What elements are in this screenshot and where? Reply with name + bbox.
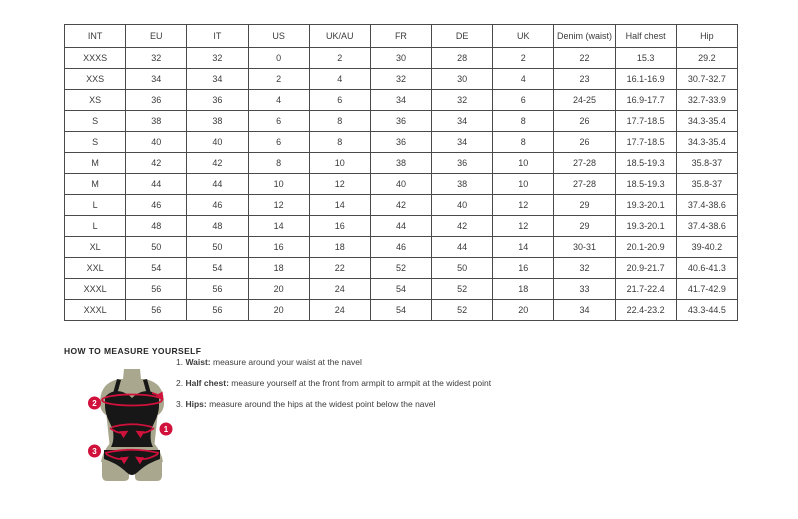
table-cell: 6 xyxy=(248,132,309,153)
table-cell: 37.4-38.6 xyxy=(676,216,737,237)
table-cell: 14 xyxy=(309,195,370,216)
table-cell: 14 xyxy=(248,216,309,237)
table-cell: 30-31 xyxy=(554,237,615,258)
size-table-head xyxy=(65,25,738,48)
table-cell: 34 xyxy=(370,90,431,111)
step-label: Hips: xyxy=(185,399,207,409)
table-cell: 8 xyxy=(493,111,554,132)
table-cell: 6 xyxy=(248,111,309,132)
table-cell: 38 xyxy=(187,111,248,132)
measure-section-title: HOW TO MEASURE YOURSELF xyxy=(64,346,202,356)
badge-hips-number: 3 xyxy=(92,447,97,456)
table-row xyxy=(65,279,738,300)
step-number: 3. xyxy=(176,399,186,409)
table-cell: 22 xyxy=(554,48,615,69)
size-table-header-row xyxy=(65,25,738,48)
table-cell: 56 xyxy=(187,279,248,300)
badge-chest-number: 2 xyxy=(92,399,97,408)
table-cell: 56 xyxy=(126,300,187,321)
table-cell: 18 xyxy=(493,279,554,300)
table-row xyxy=(65,216,738,237)
table-cell: 10 xyxy=(493,153,554,174)
table-cell: 34.3-35.4 xyxy=(676,111,737,132)
column-header: DE xyxy=(432,25,493,48)
table-cell: 50 xyxy=(432,258,493,279)
table-cell: 32 xyxy=(187,48,248,69)
table-cell: 54 xyxy=(370,279,431,300)
table-cell: L xyxy=(65,216,126,237)
table-row xyxy=(65,153,738,174)
table-row xyxy=(65,132,738,153)
table-cell: 36 xyxy=(126,90,187,111)
table-cell: 26 xyxy=(554,132,615,153)
table-cell: 42 xyxy=(126,153,187,174)
size-table-body xyxy=(65,48,738,321)
table-cell: 40 xyxy=(370,174,431,195)
table-cell: 20 xyxy=(493,300,554,321)
table-cell: 44 xyxy=(432,237,493,258)
table-cell: 32 xyxy=(554,258,615,279)
table-cell: 54 xyxy=(370,300,431,321)
table-cell: 4 xyxy=(493,69,554,90)
table-row xyxy=(65,48,738,69)
column-header: US xyxy=(248,25,309,48)
table-cell: 29 xyxy=(554,216,615,237)
measurement-figure xyxy=(86,369,178,482)
table-cell: 8 xyxy=(493,132,554,153)
table-row xyxy=(65,237,738,258)
step-number: 1. xyxy=(176,357,186,367)
table-cell: 35.8-37 xyxy=(676,174,737,195)
table-cell: 16.1-16.9 xyxy=(615,69,676,90)
table-cell: 8 xyxy=(309,132,370,153)
table-cell: 56 xyxy=(126,279,187,300)
table-cell: 42 xyxy=(432,216,493,237)
column-header: UK/AU xyxy=(309,25,370,48)
table-cell: 6 xyxy=(493,90,554,111)
step-label: Half chest: xyxy=(185,378,229,388)
table-cell: 6 xyxy=(309,90,370,111)
table-cell: 2 xyxy=(493,48,554,69)
table-cell: 36 xyxy=(432,153,493,174)
table-cell: 48 xyxy=(187,216,248,237)
table-cell: 12 xyxy=(248,195,309,216)
table-cell: XS xyxy=(65,90,126,111)
table-cell: XXL xyxy=(65,258,126,279)
table-cell: 40 xyxy=(187,132,248,153)
table-cell: 30.7-32.7 xyxy=(676,69,737,90)
table-cell: 46 xyxy=(370,237,431,258)
table-cell: 40 xyxy=(126,132,187,153)
table-cell: 30 xyxy=(432,69,493,90)
table-cell: 33 xyxy=(554,279,615,300)
measure-steps xyxy=(176,357,576,420)
table-cell: 34 xyxy=(432,132,493,153)
table-row xyxy=(65,195,738,216)
table-cell: 34 xyxy=(554,300,615,321)
table-cell: S xyxy=(65,132,126,153)
table-row xyxy=(65,90,738,111)
table-cell: 24 xyxy=(309,300,370,321)
table-row xyxy=(65,300,738,321)
table-cell: 48 xyxy=(126,216,187,237)
column-header: EU xyxy=(126,25,187,48)
table-cell: 38 xyxy=(126,111,187,132)
table-cell: 36 xyxy=(187,90,248,111)
column-header: Denim (waist) xyxy=(554,25,615,48)
table-row xyxy=(65,69,738,90)
table-cell: 19.3-20.1 xyxy=(615,216,676,237)
table-cell: 23 xyxy=(554,69,615,90)
table-cell: 24-25 xyxy=(554,90,615,111)
table-cell: 44 xyxy=(126,174,187,195)
table-cell: 10 xyxy=(248,174,309,195)
table-cell: 12 xyxy=(493,216,554,237)
table-cell: 16 xyxy=(493,258,554,279)
table-cell: XXXL xyxy=(65,300,126,321)
table-cell: 8 xyxy=(309,111,370,132)
table-cell: 40.6-41.3 xyxy=(676,258,737,279)
column-header: Half chest xyxy=(615,25,676,48)
table-cell: 32 xyxy=(432,90,493,111)
column-header: FR xyxy=(370,25,431,48)
table-cell: 46 xyxy=(187,195,248,216)
table-cell: 10 xyxy=(309,153,370,174)
table-cell: 16 xyxy=(248,237,309,258)
size-conversion-table xyxy=(64,24,738,321)
table-cell: 12 xyxy=(493,195,554,216)
table-cell: 15.3 xyxy=(615,48,676,69)
table-cell: 20.9-21.7 xyxy=(615,258,676,279)
table-cell: 35.8-37 xyxy=(676,153,737,174)
table-cell: XXXL xyxy=(65,279,126,300)
table-cell: 36 xyxy=(370,111,431,132)
table-cell: 34 xyxy=(187,69,248,90)
step-number: 2. xyxy=(176,378,186,388)
table-cell: 16 xyxy=(309,216,370,237)
table-cell: 52 xyxy=(432,279,493,300)
table-cell: 30 xyxy=(370,48,431,69)
column-header: UK xyxy=(493,25,554,48)
table-cell: M xyxy=(65,153,126,174)
table-cell: 50 xyxy=(126,237,187,258)
table-cell: 39-40.2 xyxy=(676,237,737,258)
measure-step xyxy=(176,399,576,410)
table-cell: S xyxy=(65,111,126,132)
table-cell: 50 xyxy=(187,237,248,258)
table-cell: 12 xyxy=(309,174,370,195)
table-cell: 8 xyxy=(248,153,309,174)
table-cell: 46 xyxy=(126,195,187,216)
table-cell: 18 xyxy=(309,237,370,258)
measure-step xyxy=(176,357,576,368)
table-cell: 10 xyxy=(493,174,554,195)
table-cell: 32.7-33.9 xyxy=(676,90,737,111)
table-cell: 20.1-20.9 xyxy=(615,237,676,258)
table-cell: 20 xyxy=(248,279,309,300)
table-cell: 34 xyxy=(126,69,187,90)
table-row xyxy=(65,258,738,279)
table-cell: 34.3-35.4 xyxy=(676,132,737,153)
table-cell: 42 xyxy=(370,195,431,216)
table-cell: 18.5-19.3 xyxy=(615,174,676,195)
table-cell: 4 xyxy=(309,69,370,90)
table-cell: 26 xyxy=(554,111,615,132)
table-cell: 27-28 xyxy=(554,153,615,174)
column-header: Hip xyxy=(676,25,737,48)
table-cell: 32 xyxy=(126,48,187,69)
badge-waist-number: 1 xyxy=(163,425,169,434)
column-header: IT xyxy=(187,25,248,48)
table-cell: 19.3-20.1 xyxy=(615,195,676,216)
table-cell: 38 xyxy=(432,174,493,195)
table-cell: 2 xyxy=(248,69,309,90)
measure-step xyxy=(176,378,576,389)
table-cell: 22.4-23.2 xyxy=(615,300,676,321)
table-cell: 21.7-22.4 xyxy=(615,279,676,300)
table-cell: 29.2 xyxy=(676,48,737,69)
table-cell: 38 xyxy=(370,153,431,174)
table-cell: 42 xyxy=(187,153,248,174)
table-cell: XL xyxy=(65,237,126,258)
table-cell: 54 xyxy=(126,258,187,279)
table-cell: 4 xyxy=(248,90,309,111)
table-cell: L xyxy=(65,195,126,216)
table-cell: 24 xyxy=(309,279,370,300)
table-cell: 44 xyxy=(187,174,248,195)
table-cell: 54 xyxy=(187,258,248,279)
table-cell: 17.7-18.5 xyxy=(615,132,676,153)
table-cell: 17.7-18.5 xyxy=(615,111,676,132)
table-cell: 18.5-19.3 xyxy=(615,153,676,174)
table-cell: 22 xyxy=(309,258,370,279)
table-cell: 32 xyxy=(370,69,431,90)
table-cell: 14 xyxy=(493,237,554,258)
table-cell: 43.3-44.5 xyxy=(676,300,737,321)
table-cell: 16.9-17.7 xyxy=(615,90,676,111)
step-text: measure yourself at the front from armpit to armpit at the widest point xyxy=(228,378,492,388)
table-cell: 41.7-42.9 xyxy=(676,279,737,300)
mannequin-illustration-icon xyxy=(86,369,178,482)
table-cell: 52 xyxy=(370,258,431,279)
table-row xyxy=(65,111,738,132)
table-cell: M xyxy=(65,174,126,195)
step-text: measure around the hips at the widest point below the navel xyxy=(206,399,436,409)
step-label: Waist: xyxy=(185,357,211,367)
table-cell: 36 xyxy=(370,132,431,153)
table-cell: 27-28 xyxy=(554,174,615,195)
step-text: measure around your waist at the navel xyxy=(210,357,362,367)
table-row xyxy=(65,174,738,195)
table-cell: XXS xyxy=(65,69,126,90)
table-cell: 29 xyxy=(554,195,615,216)
table-cell: 18 xyxy=(248,258,309,279)
table-cell: 20 xyxy=(248,300,309,321)
table-cell: 28 xyxy=(432,48,493,69)
table-cell: XXXS xyxy=(65,48,126,69)
table-cell: 52 xyxy=(432,300,493,321)
table-cell: 0 xyxy=(248,48,309,69)
table-cell: 40 xyxy=(432,195,493,216)
table-cell: 44 xyxy=(370,216,431,237)
table-cell: 34 xyxy=(432,111,493,132)
table-cell: 37.4-38.6 xyxy=(676,195,737,216)
table-cell: 56 xyxy=(187,300,248,321)
column-header: INT xyxy=(65,25,126,48)
table-cell: 2 xyxy=(309,48,370,69)
